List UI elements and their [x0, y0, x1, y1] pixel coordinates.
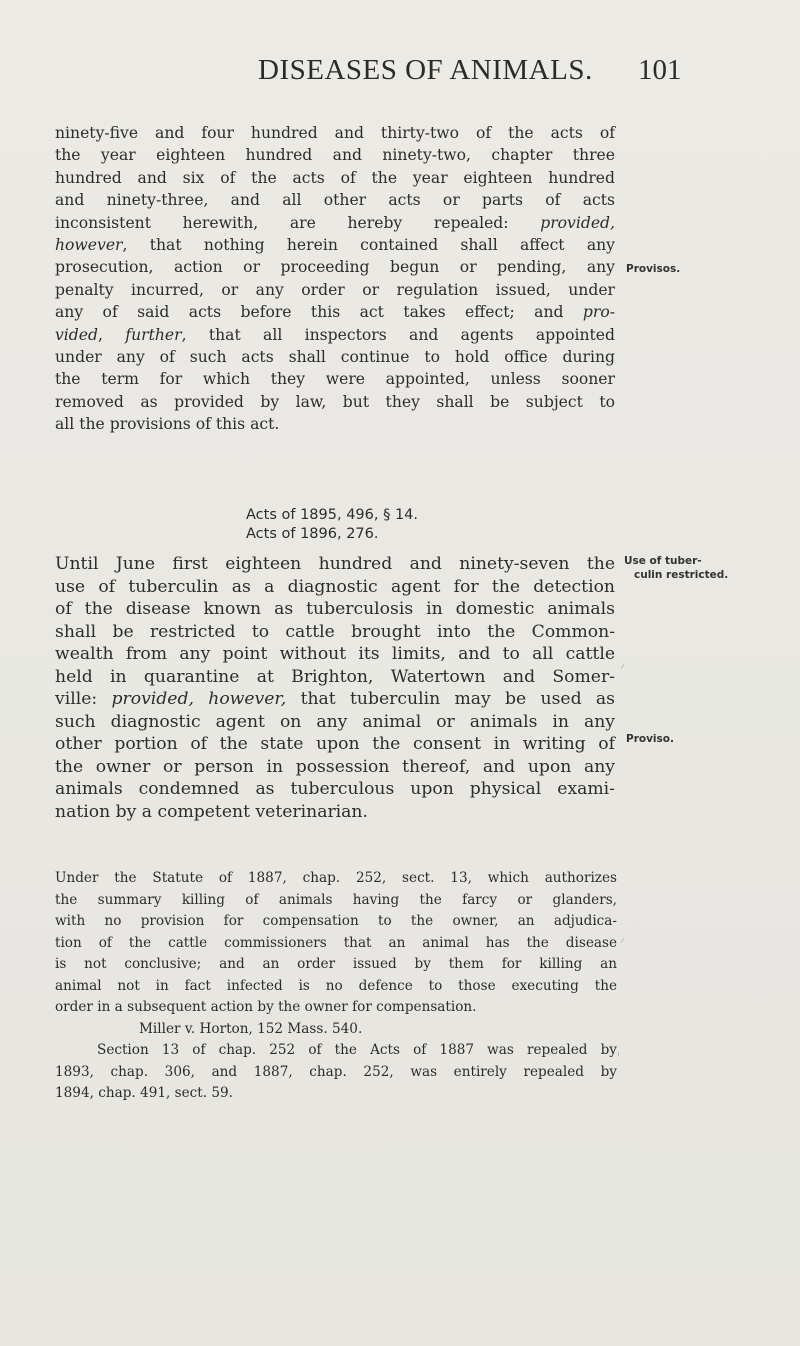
text-line: the term for which they were appointed, unless sooner	[55, 370, 615, 389]
italic-provided: provided,	[111, 689, 194, 709]
text-line	[55, 324, 615, 346]
print-speck	[621, 664, 624, 669]
citation-acts-1895: Acts of 1895, 496, § 14.	[246, 507, 419, 523]
text-line: nation by a competent veterinarian.	[55, 801, 368, 822]
note-line: tion of the cattle commissioners that an animal has the disease	[55, 934, 617, 951]
margin-note-provisos: Provisos.	[626, 263, 681, 275]
note-line: with no provision for compensation to the owner, an adjudica-	[55, 913, 617, 929]
page-number: 101	[638, 54, 682, 86]
text-line: hundred and six of the acts of the year eighteen hundred	[55, 168, 615, 187]
case-citation: Miller v. Horton, 152 Mass. 540.	[139, 1020, 363, 1037]
text-line: and ninety-three, and all other acts or parts of acts	[55, 191, 615, 210]
annotation-notes	[55, 868, 617, 1105]
note-line: order in a subsequent action by the owner for compensation.	[55, 999, 477, 1015]
italic-provided: provided,	[540, 213, 615, 232]
italic-vided: vided	[55, 325, 98, 344]
statute-paragraph-1	[55, 122, 615, 436]
margin-note-use-of-tuberculin: Use of tuber-	[624, 555, 702, 567]
note-line: the summary killing of animals having the farcy or glanders,	[55, 891, 617, 908]
print-speck	[618, 1052, 619, 1056]
text-line: prosecution, action or proceeding begun or pending, any	[55, 258, 615, 277]
text-line: shall be restricted to cattle brought into the Common-	[55, 621, 615, 642]
text-line: such diagnostic agent on any animal or animals in any	[55, 711, 615, 732]
text-segment: that all inspectors and agents appointed	[208, 325, 615, 344]
text-line: under any of such acts shall continue to hold office during	[55, 348, 615, 367]
text-line: removed as provided by law, but they shall be subject to	[55, 392, 615, 411]
text-segment: that tuberculin may be used as	[300, 689, 615, 709]
text-line	[55, 688, 615, 711]
margin-note-proviso: Proviso.	[626, 733, 674, 745]
print-speck	[621, 938, 624, 943]
text-line: penalty incurred, or any order or regulation issued, under	[55, 280, 615, 299]
text-line: wealth from any point without its limits, and to all cattle	[55, 644, 615, 664]
text-line	[55, 212, 615, 234]
running-head: DISEASES OF ANIMALS.	[258, 54, 593, 86]
italic-however: however,	[208, 689, 287, 709]
text-line	[55, 234, 615, 256]
text-line: Until June first eighteen hundred and ninety-seven the	[55, 554, 615, 574]
note-line: Section 13 of chap. 252 of the Acts of 1887 was repealed by	[97, 1042, 617, 1058]
text-line: use of tuberculin as a diagnostic agent for the detection	[55, 576, 615, 597]
citation-acts-1896: Acts of 1896, 276.	[246, 526, 379, 542]
text-line: ninety-five and four hundred and thirty-two of the acts of	[55, 124, 615, 142]
note-line: 1893, chap. 306, and 1887, chap. 252, was entirely repealed by	[55, 1063, 617, 1080]
statute-paragraph-2	[55, 553, 615, 823]
text-line: of the disease known as tuberculosis in domestic animals	[55, 599, 615, 619]
note-line: animal not in fact infected is no defence to those executing the	[55, 977, 617, 994]
margin-note-use-of-tuberculin-cont: culin restricted.	[634, 569, 729, 581]
text-segment: ville:	[55, 689, 98, 709]
text-segment: inconsistent herewith, are hereby repealed:	[55, 213, 509, 232]
text-line: the owner or person in possession thereof, and upon any	[55, 756, 615, 777]
text-line	[55, 301, 615, 323]
italic-pro: pro-	[582, 303, 615, 322]
text-line: held in quarantine at Brighton, Watertown and Somer-	[55, 666, 615, 687]
comma: ,	[98, 325, 103, 344]
text-line: animals condemned as tuberculous upon physical exami-	[55, 779, 615, 799]
note-line: is not conclusive; and an order issued by them for killing an	[55, 956, 617, 972]
note-line: 1894, chap. 491, sect. 59.	[55, 1085, 233, 1101]
text-line: all the provisions of this act.	[55, 415, 280, 434]
text-line: the year eighteen hundred and ninety-two, chapter three	[55, 146, 615, 165]
text-line: other portion of the state upon the consent in writing of	[55, 734, 615, 754]
page-header	[0, 52, 800, 92]
note-line: Under the Statute of 1887, chap. 252, sect. 13, which authorizes	[55, 870, 617, 886]
italic-however: however	[55, 236, 123, 255]
text-segment: , that nothing herein contained shall affect any	[122, 236, 615, 255]
text-segment: any of said acts before this act takes effect; and	[55, 303, 564, 322]
italic-further: further	[125, 325, 182, 344]
comma: ,	[181, 325, 187, 344]
